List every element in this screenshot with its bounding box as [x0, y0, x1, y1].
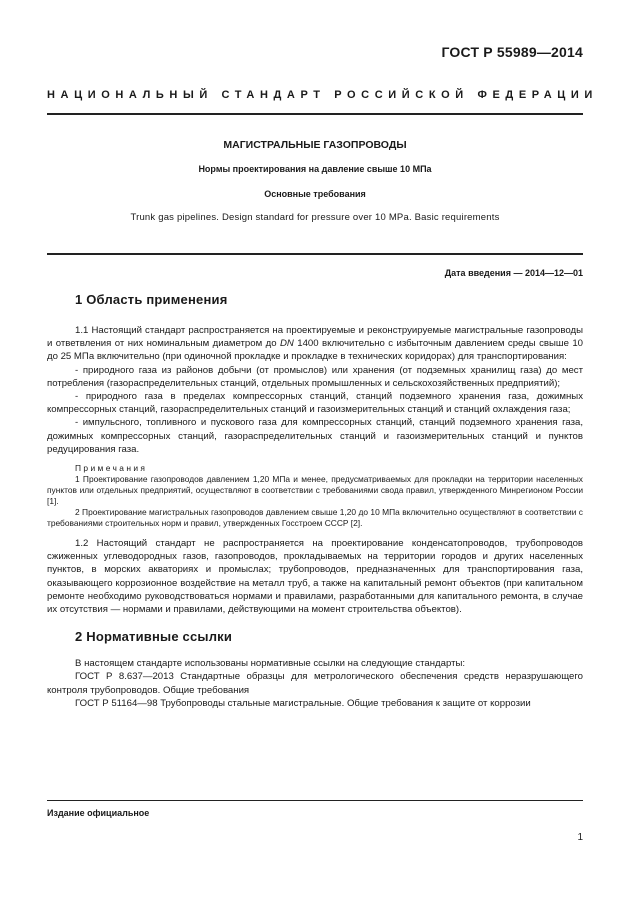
reference-item: ГОСТ Р 8.637—2013 Стандартные образцы для метрологического обеспечения средств неразрушающего контроля трубопроводов. Общие требования [47, 671, 583, 696]
references-intro: В настоящем стандарте использованы нормативные ссылки на следующие стандарты: [75, 658, 466, 670]
introduction-date: Дата введения — 2014—12—01 [444, 268, 583, 278]
list-item: - природного газа из районов добычи (от промыслов) или хранения (от подземных хранилищ газа) до мест потребления (газораспределительных станций, отдельных промышленных и сельскохозяйственных предприятий); [47, 364, 583, 389]
section-heading-normative-references: 2 Нормативные ссылки [75, 629, 233, 645]
paragraph-1-2: 1.2 Настоящий стандарт не распространяется на проектирование конденсатопроводов, трубопроводов сжиженных углеводородных газов, газопроводов, прокладываемых на территории городов и других населенных пунктов, в морских акваториях и промыслах; трубопроводов, предназначенных для транспортирования газа, оказывающего коррозионное воздействие на металл труб, а также на капитальный ремонт объектов (при капитальном ремонте необходимо руководствоваться нормами и правилами, разработанными для капитального ремонта, в случае их отсутствия — нормами и правилами, действующими на момент строительства объектов). [47, 538, 583, 616]
list-item: - импульсного, топливного и пускового газа для компрессорных станций, станций подземного хранения газа, дожимных компрессорных станций, газораспределительных станций и газоизмерительных станций и пунктов редуцирования газа. [47, 417, 583, 455]
paragraph-text: 1.1 Настоящий стандарт распространяется на проектируемые и реконструируемые магистральные газопроводы и ответвления от них номинальным диаметром до [47, 325, 583, 350]
list-item: - природного газа в пределах компрессорных станций, станций подземного хранения газа, дожимных компрессорных станций, газораспределительных станций и газоизмерительных станций и станций охлаждения газа; [47, 391, 583, 416]
page-number: 1 [577, 832, 583, 843]
english-title: Trunk gas pipelines. Design standard for pressure over 10 MPa. Basic requirements [130, 212, 500, 223]
notes-heading: Примечания [75, 463, 148, 474]
paragraph-1-1 [47, 324, 583, 364]
document-subtitle-secondary: Основные требования [264, 189, 366, 199]
national-standard-banner: НАЦИОНАЛЬНЫЙ СТАНДАРТ РОССИЙСКОЙ ФЕДЕРАЦИИ [47, 89, 598, 101]
note-item: 1 Проектирование газопроводов давлением 1,20 МПа и менее, предусматриваемых для прокладки на территории населенных пунктов или отдельных предприятий, осуществляют в соответствии с требованиями свода правил, утвержденного Минрегионом России [1]. [47, 474, 583, 507]
reference-item: ГОСТ Р 51164—98 Трубопроводы стальные магистральные. Общие требования к защите от коррозии [75, 697, 531, 709]
footer-divider [47, 800, 583, 801]
document-subtitle: Нормы проектирования на давление свыше 10 МПа [198, 164, 432, 174]
official-edition-label: Издание официальное [47, 808, 150, 818]
document-body [47, 291, 583, 710]
paragraph-text: 1400 включительно с избыточным давлением среды свыше 10 до 25 МПа включительно (при одиночной прокладке и прокладке в технических коридорах) для транспортирования: [47, 338, 583, 363]
section-heading-scope: 1 Область применения [75, 292, 228, 307]
title-divider [47, 253, 583, 255]
document-title: МАГИСТРАЛЬНЫЕ ГАЗОПРОВОДЫ [223, 139, 407, 151]
document-code: ГОСТ Р 55989—2014 [441, 44, 583, 60]
note-item: 2 Проектирование магистральных газопроводов давлением свыше 1,20 до 10 МПа включительно осуществляют в соответствии с требованиями строительных норм и правил, утвержденных Госстроем СССР [2]. [47, 507, 583, 529]
dn-symbol: DN [279, 338, 294, 350]
top-divider [47, 113, 583, 115]
